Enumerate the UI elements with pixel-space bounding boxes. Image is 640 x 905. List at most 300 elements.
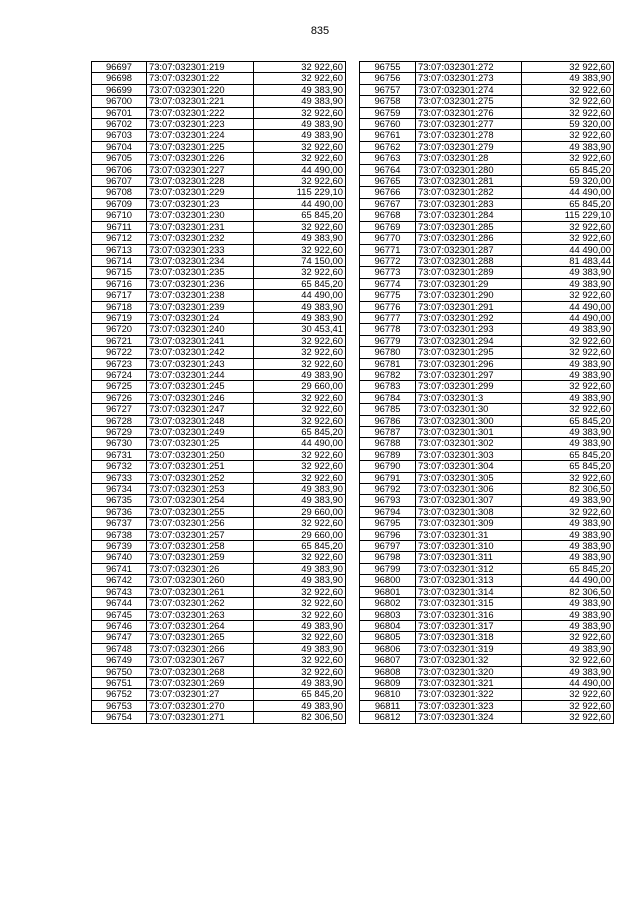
table-row (92, 358, 346, 369)
cadastral-number-cell: 73:07:032301:269 (147, 677, 254, 688)
table-row (360, 130, 614, 141)
table-row (92, 495, 346, 506)
table-row (360, 62, 614, 73)
value-cell: 49 383,90 (254, 575, 346, 586)
table-row (360, 472, 614, 483)
cadastral-number-cell: 73:07:032301:304 (416, 461, 522, 472)
row-number-cell: 96794 (360, 506, 416, 517)
cadastral-number-cell: 73:07:032301:242 (147, 347, 254, 358)
row-number-cell: 96755 (360, 62, 416, 73)
table-row (92, 620, 346, 631)
table-row (92, 301, 346, 312)
value-cell: 65 845,20 (522, 164, 614, 175)
cadastral-number-cell: 73:07:032301:223 (147, 119, 254, 130)
table-row (360, 347, 614, 358)
row-number-cell: 96764 (360, 164, 416, 175)
table-row (360, 84, 614, 95)
row-number-cell: 96741 (92, 563, 147, 574)
value-cell: 49 383,90 (522, 620, 614, 631)
value-cell: 32 922,60 (254, 335, 346, 346)
row-number-cell: 96738 (92, 529, 147, 540)
cadastral-number-cell: 73:07:032301:24 (147, 312, 254, 323)
row-number-cell: 96735 (92, 495, 147, 506)
cadastral-number-cell: 73:07:032301:23 (147, 198, 254, 209)
table-row (92, 176, 346, 187)
row-number-cell: 96802 (360, 598, 416, 609)
row-number-cell: 96715 (92, 267, 147, 278)
cadastral-number-cell: 73:07:032301:316 (416, 609, 522, 620)
value-cell: 32 922,60 (522, 96, 614, 107)
row-number-cell: 96745 (92, 609, 147, 620)
cadastral-number-cell: 73:07:032301:27 (147, 689, 254, 700)
cadastral-number-cell: 73:07:032301:287 (416, 244, 522, 255)
value-cell: 49 383,90 (254, 620, 346, 631)
row-number-cell: 96757 (360, 84, 416, 95)
table-row (92, 73, 346, 84)
cadastral-number-cell: 73:07:032301:307 (416, 495, 522, 506)
value-cell: 44 490,00 (254, 198, 346, 209)
row-number-cell: 96763 (360, 153, 416, 164)
row-number-cell: 96796 (360, 529, 416, 540)
value-cell: 32 922,60 (254, 176, 346, 187)
table-row (92, 506, 346, 517)
cadastral-number-cell: 73:07:032301:311 (416, 552, 522, 563)
value-cell: 65 845,20 (254, 278, 346, 289)
table-row (92, 518, 346, 529)
row-number-cell: 96779 (360, 335, 416, 346)
row-number-cell: 96706 (92, 164, 147, 175)
cadastral-number-cell: 73:07:032301:263 (147, 609, 254, 620)
table-row (92, 677, 346, 688)
table-row (360, 358, 614, 369)
value-cell: 49 383,90 (254, 643, 346, 654)
value-cell: 32 922,60 (254, 221, 346, 232)
value-cell: 32 922,60 (254, 598, 346, 609)
table-row (360, 187, 614, 198)
table-row (360, 518, 614, 529)
value-cell: 49 383,90 (254, 119, 346, 130)
value-cell: 30 453,41 (254, 324, 346, 335)
value-cell: 29 660,00 (254, 506, 346, 517)
cadastral-number-cell: 73:07:032301:315 (416, 598, 522, 609)
row-number-cell: 96788 (360, 438, 416, 449)
table-row (92, 666, 346, 677)
cadastral-number-cell: 73:07:032301:239 (147, 301, 254, 312)
table-row (360, 290, 614, 301)
cadastral-number-cell: 73:07:032301:272 (416, 62, 522, 73)
value-cell: 44 490,00 (254, 290, 346, 301)
value-cell: 32 922,60 (254, 62, 346, 73)
value-cell: 65 845,20 (254, 689, 346, 700)
cadastral-number-cell: 73:07:032301:261 (147, 586, 254, 597)
value-cell: 49 383,90 (522, 529, 614, 540)
row-number-cell: 96760 (360, 119, 416, 130)
row-number-cell: 96751 (92, 677, 147, 688)
cadastral-number-cell: 73:07:032301:275 (416, 96, 522, 107)
cadastral-number-cell: 73:07:032301:228 (147, 176, 254, 187)
cadastral-number-cell: 73:07:032301:247 (147, 404, 254, 415)
row-number-cell: 96772 (360, 255, 416, 266)
table-row (92, 187, 346, 198)
cadastral-number-cell: 73:07:032301:250 (147, 449, 254, 460)
row-number-cell: 96719 (92, 312, 147, 323)
table-row (360, 96, 614, 107)
table-row (92, 84, 346, 95)
row-number-cell: 96728 (92, 415, 147, 426)
cadastral-number-cell: 73:07:032301:295 (416, 347, 522, 358)
cadastral-number-cell: 73:07:032301:317 (416, 620, 522, 631)
value-cell: 49 383,90 (522, 609, 614, 620)
row-number-cell: 96769 (360, 221, 416, 232)
value-cell: 32 922,60 (522, 233, 614, 244)
cadastral-number-cell: 73:07:032301:231 (147, 221, 254, 232)
cadastral-number-cell: 73:07:032301:245 (147, 381, 254, 392)
cadastral-number-cell: 73:07:032301:319 (416, 643, 522, 654)
value-cell: 44 490,00 (254, 164, 346, 175)
cadastral-number-cell: 73:07:032301:257 (147, 529, 254, 540)
row-number-cell: 96746 (92, 620, 147, 631)
row-number-cell: 96797 (360, 541, 416, 552)
cadastral-number-cell: 73:07:032301:229 (147, 187, 254, 198)
value-cell: 32 922,60 (522, 84, 614, 95)
table-row (360, 301, 614, 312)
value-cell: 65 845,20 (254, 541, 346, 552)
cadastral-number-cell: 73:07:032301:219 (147, 62, 254, 73)
table-row (92, 427, 346, 438)
row-number-cell: 96784 (360, 392, 416, 403)
value-cell: 49 383,90 (522, 141, 614, 152)
table-row (92, 552, 346, 563)
row-number-cell: 96711 (92, 221, 147, 232)
cadastral-number-cell: 73:07:032301:294 (416, 335, 522, 346)
value-cell: 32 922,60 (522, 632, 614, 643)
table-row (360, 712, 614, 723)
value-cell: 32 922,60 (522, 472, 614, 483)
cadastral-number-cell: 73:07:032301:249 (147, 427, 254, 438)
cadastral-number-cell: 73:07:032301:293 (416, 324, 522, 335)
cadastral-number-cell: 73:07:032301:227 (147, 164, 254, 175)
cadastral-number-cell: 73:07:032301:280 (416, 164, 522, 175)
value-cell: 49 383,90 (522, 495, 614, 506)
cadastral-number-cell: 73:07:032301:291 (416, 301, 522, 312)
table-row (92, 255, 346, 266)
row-number-cell: 96702 (92, 119, 147, 130)
value-cell: 49 383,90 (522, 358, 614, 369)
value-cell: 32 922,60 (254, 449, 346, 460)
cadastral-number-cell: 73:07:032301:313 (416, 575, 522, 586)
table-row (360, 119, 614, 130)
row-number-cell: 96747 (92, 632, 147, 643)
value-cell: 32 922,60 (254, 267, 346, 278)
row-number-cell: 96734 (92, 484, 147, 495)
cadastral-number-cell: 73:07:032301:309 (416, 518, 522, 529)
value-cell: 32 922,60 (254, 153, 346, 164)
table-row (360, 221, 614, 232)
row-number-cell: 96790 (360, 461, 416, 472)
row-number-cell: 96724 (92, 369, 147, 380)
value-cell: 32 922,60 (522, 221, 614, 232)
value-cell: 32 922,60 (522, 290, 614, 301)
row-number-cell: 96774 (360, 278, 416, 289)
value-cell: 32 922,60 (254, 141, 346, 152)
value-cell: 49 383,90 (522, 392, 614, 403)
row-number-cell: 96754 (92, 712, 147, 723)
row-number-cell: 96803 (360, 609, 416, 620)
value-cell: 82 306,50 (522, 586, 614, 597)
row-number-cell: 96701 (92, 107, 147, 118)
row-number-cell: 96731 (92, 449, 147, 460)
table-row (360, 164, 614, 175)
row-number-cell: 96767 (360, 198, 416, 209)
value-cell: 49 383,90 (254, 369, 346, 380)
table-row (360, 689, 614, 700)
row-number-cell: 96789 (360, 449, 416, 460)
table-row (360, 700, 614, 711)
table-row (360, 438, 614, 449)
row-number-cell: 96723 (92, 358, 147, 369)
value-cell: 49 383,90 (254, 495, 346, 506)
row-number-cell: 96716 (92, 278, 147, 289)
row-number-cell: 96725 (92, 381, 147, 392)
table-row (360, 484, 614, 495)
row-number-cell: 96773 (360, 267, 416, 278)
cadastral-number-cell: 73:07:032301:274 (416, 84, 522, 95)
row-number-cell: 96743 (92, 586, 147, 597)
cadastral-number-cell: 73:07:032301:29 (416, 278, 522, 289)
table-row (360, 598, 614, 609)
value-cell: 49 383,90 (254, 96, 346, 107)
cadastral-number-cell: 73:07:032301:224 (147, 130, 254, 141)
value-cell: 32 922,60 (522, 655, 614, 666)
value-cell: 65 845,20 (254, 210, 346, 221)
cadastral-number-cell: 73:07:032301:308 (416, 506, 522, 517)
cadastral-number-cell: 73:07:032301:258 (147, 541, 254, 552)
row-number-cell: 96698 (92, 73, 147, 84)
row-number-cell: 96805 (360, 632, 416, 643)
table-row (360, 655, 614, 666)
value-cell: 74 150,00 (254, 255, 346, 266)
table-row (92, 96, 346, 107)
table-row (92, 210, 346, 221)
cadastral-number-cell: 73:07:032301:281 (416, 176, 522, 187)
value-cell: 29 660,00 (254, 529, 346, 540)
row-number-cell: 96799 (360, 563, 416, 574)
row-number-cell: 96762 (360, 141, 416, 152)
cadastral-number-cell: 73:07:032301:276 (416, 107, 522, 118)
cadastral-number-cell: 73:07:032301:323 (416, 700, 522, 711)
table-row (92, 347, 346, 358)
row-number-cell: 96795 (360, 518, 416, 529)
row-number-cell: 96752 (92, 689, 147, 700)
row-number-cell: 96726 (92, 392, 147, 403)
row-number-cell: 96785 (360, 404, 416, 415)
value-cell: 44 490,00 (522, 244, 614, 255)
row-number-cell: 96730 (92, 438, 147, 449)
table-row (92, 632, 346, 643)
table-row (92, 575, 346, 586)
row-number-cell: 96786 (360, 415, 416, 426)
row-number-cell: 96783 (360, 381, 416, 392)
value-cell: 32 922,60 (254, 552, 346, 563)
value-cell: 32 922,60 (522, 130, 614, 141)
cadastral-number-cell: 73:07:032301:302 (416, 438, 522, 449)
table-row (360, 267, 614, 278)
row-number-cell: 96775 (360, 290, 416, 301)
cadastral-number-cell: 73:07:032301:283 (416, 198, 522, 209)
row-number-cell: 96806 (360, 643, 416, 654)
value-cell: 65 845,20 (522, 449, 614, 460)
cadastral-number-cell: 73:07:032301:22 (147, 73, 254, 84)
cadastral-number-cell: 73:07:032301:288 (416, 255, 522, 266)
value-cell: 81 483,44 (522, 255, 614, 266)
table-row (360, 563, 614, 574)
value-cell: 115 229,10 (522, 210, 614, 221)
table-row (92, 107, 346, 118)
table-row (360, 449, 614, 460)
cadastral-number-cell: 73:07:032301:230 (147, 210, 254, 221)
value-cell: 82 306,50 (254, 712, 346, 723)
table-row (92, 244, 346, 255)
value-cell: 49 383,90 (254, 677, 346, 688)
cadastral-number-cell: 73:07:032301:238 (147, 290, 254, 301)
cadastral-number-cell: 73:07:032301:284 (416, 210, 522, 221)
table-row (92, 312, 346, 323)
row-number-cell: 96708 (92, 187, 147, 198)
row-number-cell: 96810 (360, 689, 416, 700)
value-cell: 49 383,90 (522, 643, 614, 654)
value-cell: 32 922,60 (254, 461, 346, 472)
cadastral-number-cell: 73:07:032301:244 (147, 369, 254, 380)
table-row (92, 563, 346, 574)
value-cell: 49 383,90 (522, 598, 614, 609)
value-cell: 44 490,00 (522, 187, 614, 198)
page-number: 835 (310, 25, 330, 37)
table-row (360, 233, 614, 244)
row-number-cell: 96699 (92, 84, 147, 95)
cadastral-number-cell: 73:07:032301:286 (416, 233, 522, 244)
cadastral-number-cell: 73:07:032301:290 (416, 290, 522, 301)
table-row (360, 312, 614, 323)
row-number-cell: 96791 (360, 472, 416, 483)
table-row (92, 233, 346, 244)
registry-table-right (359, 61, 614, 724)
value-cell: 32 922,60 (522, 335, 614, 346)
value-cell: 49 383,90 (522, 541, 614, 552)
table-row (92, 541, 346, 552)
table-row (92, 392, 346, 403)
table-row (360, 404, 614, 415)
row-number-cell: 96733 (92, 472, 147, 483)
table-row (92, 643, 346, 654)
cadastral-number-cell: 73:07:032301:297 (416, 369, 522, 380)
row-number-cell: 96729 (92, 427, 147, 438)
table-row (92, 472, 346, 483)
row-number-cell: 96707 (92, 176, 147, 187)
value-cell: 115 229,10 (254, 187, 346, 198)
cadastral-number-cell: 73:07:032301:279 (416, 141, 522, 152)
row-number-cell: 96793 (360, 495, 416, 506)
table-row (92, 369, 346, 380)
cadastral-number-cell: 73:07:032301:303 (416, 449, 522, 460)
cadastral-number-cell: 73:07:032301:267 (147, 655, 254, 666)
row-number-cell: 96776 (360, 301, 416, 312)
cadastral-number-cell: 73:07:032301:3 (416, 392, 522, 403)
row-number-cell: 96766 (360, 187, 416, 198)
value-cell: 49 383,90 (254, 130, 346, 141)
row-number-cell: 96748 (92, 643, 147, 654)
value-cell: 44 490,00 (522, 575, 614, 586)
row-number-cell: 96771 (360, 244, 416, 255)
cadastral-number-cell: 73:07:032301:296 (416, 358, 522, 369)
row-number-cell: 96792 (360, 484, 416, 495)
cadastral-number-cell: 73:07:032301:299 (416, 381, 522, 392)
value-cell: 49 383,90 (254, 84, 346, 95)
table-row (92, 529, 346, 540)
row-number-cell: 96700 (92, 96, 147, 107)
cadastral-number-cell: 73:07:032301:220 (147, 84, 254, 95)
row-number-cell: 96709 (92, 198, 147, 209)
value-cell: 82 306,50 (522, 484, 614, 495)
value-cell: 65 845,20 (522, 563, 614, 574)
table-row (360, 575, 614, 586)
cadastral-number-cell: 73:07:032301:30 (416, 404, 522, 415)
row-number-cell: 96710 (92, 210, 147, 221)
value-cell: 59 320,00 (522, 119, 614, 130)
table-row (360, 381, 614, 392)
cadastral-number-cell: 73:07:032301:265 (147, 632, 254, 643)
value-cell: 32 922,60 (254, 472, 346, 483)
table-row (360, 324, 614, 335)
value-cell: 32 922,60 (254, 107, 346, 118)
table-row (92, 62, 346, 73)
cadastral-number-cell: 73:07:032301:26 (147, 563, 254, 574)
cadastral-number-cell: 73:07:032301:235 (147, 267, 254, 278)
table-row (92, 198, 346, 209)
table-row (360, 609, 614, 620)
row-number-cell: 96798 (360, 552, 416, 563)
value-cell: 65 845,20 (522, 461, 614, 472)
cadastral-number-cell: 73:07:032301:251 (147, 461, 254, 472)
cadastral-number-cell: 73:07:032301:259 (147, 552, 254, 563)
value-cell: 49 383,90 (254, 484, 346, 495)
cadastral-number-cell: 73:07:032301:282 (416, 187, 522, 198)
table-row (360, 666, 614, 677)
table-row (360, 586, 614, 597)
cadastral-number-cell: 73:07:032301:314 (416, 586, 522, 597)
cadastral-number-cell: 73:07:032301:25 (147, 438, 254, 449)
cadastral-number-cell: 73:07:032301:221 (147, 96, 254, 107)
cadastral-number-cell: 73:07:032301:270 (147, 700, 254, 711)
value-cell: 32 922,60 (522, 153, 614, 164)
row-number-cell: 96753 (92, 700, 147, 711)
table-row (92, 598, 346, 609)
value-cell: 49 383,90 (522, 369, 614, 380)
row-number-cell: 96737 (92, 518, 147, 529)
table-row (92, 586, 346, 597)
value-cell: 32 922,60 (254, 586, 346, 597)
value-cell: 32 922,60 (522, 712, 614, 723)
cadastral-number-cell: 73:07:032301:312 (416, 563, 522, 574)
row-number-cell: 96807 (360, 655, 416, 666)
value-cell: 32 922,60 (254, 518, 346, 529)
cadastral-number-cell: 73:07:032301:253 (147, 484, 254, 495)
row-number-cell: 96811 (360, 700, 416, 711)
table-row (360, 643, 614, 654)
value-cell: 32 922,60 (522, 404, 614, 415)
value-cell: 49 383,90 (522, 267, 614, 278)
cadastral-number-cell: 73:07:032301:222 (147, 107, 254, 118)
table-row (92, 278, 346, 289)
